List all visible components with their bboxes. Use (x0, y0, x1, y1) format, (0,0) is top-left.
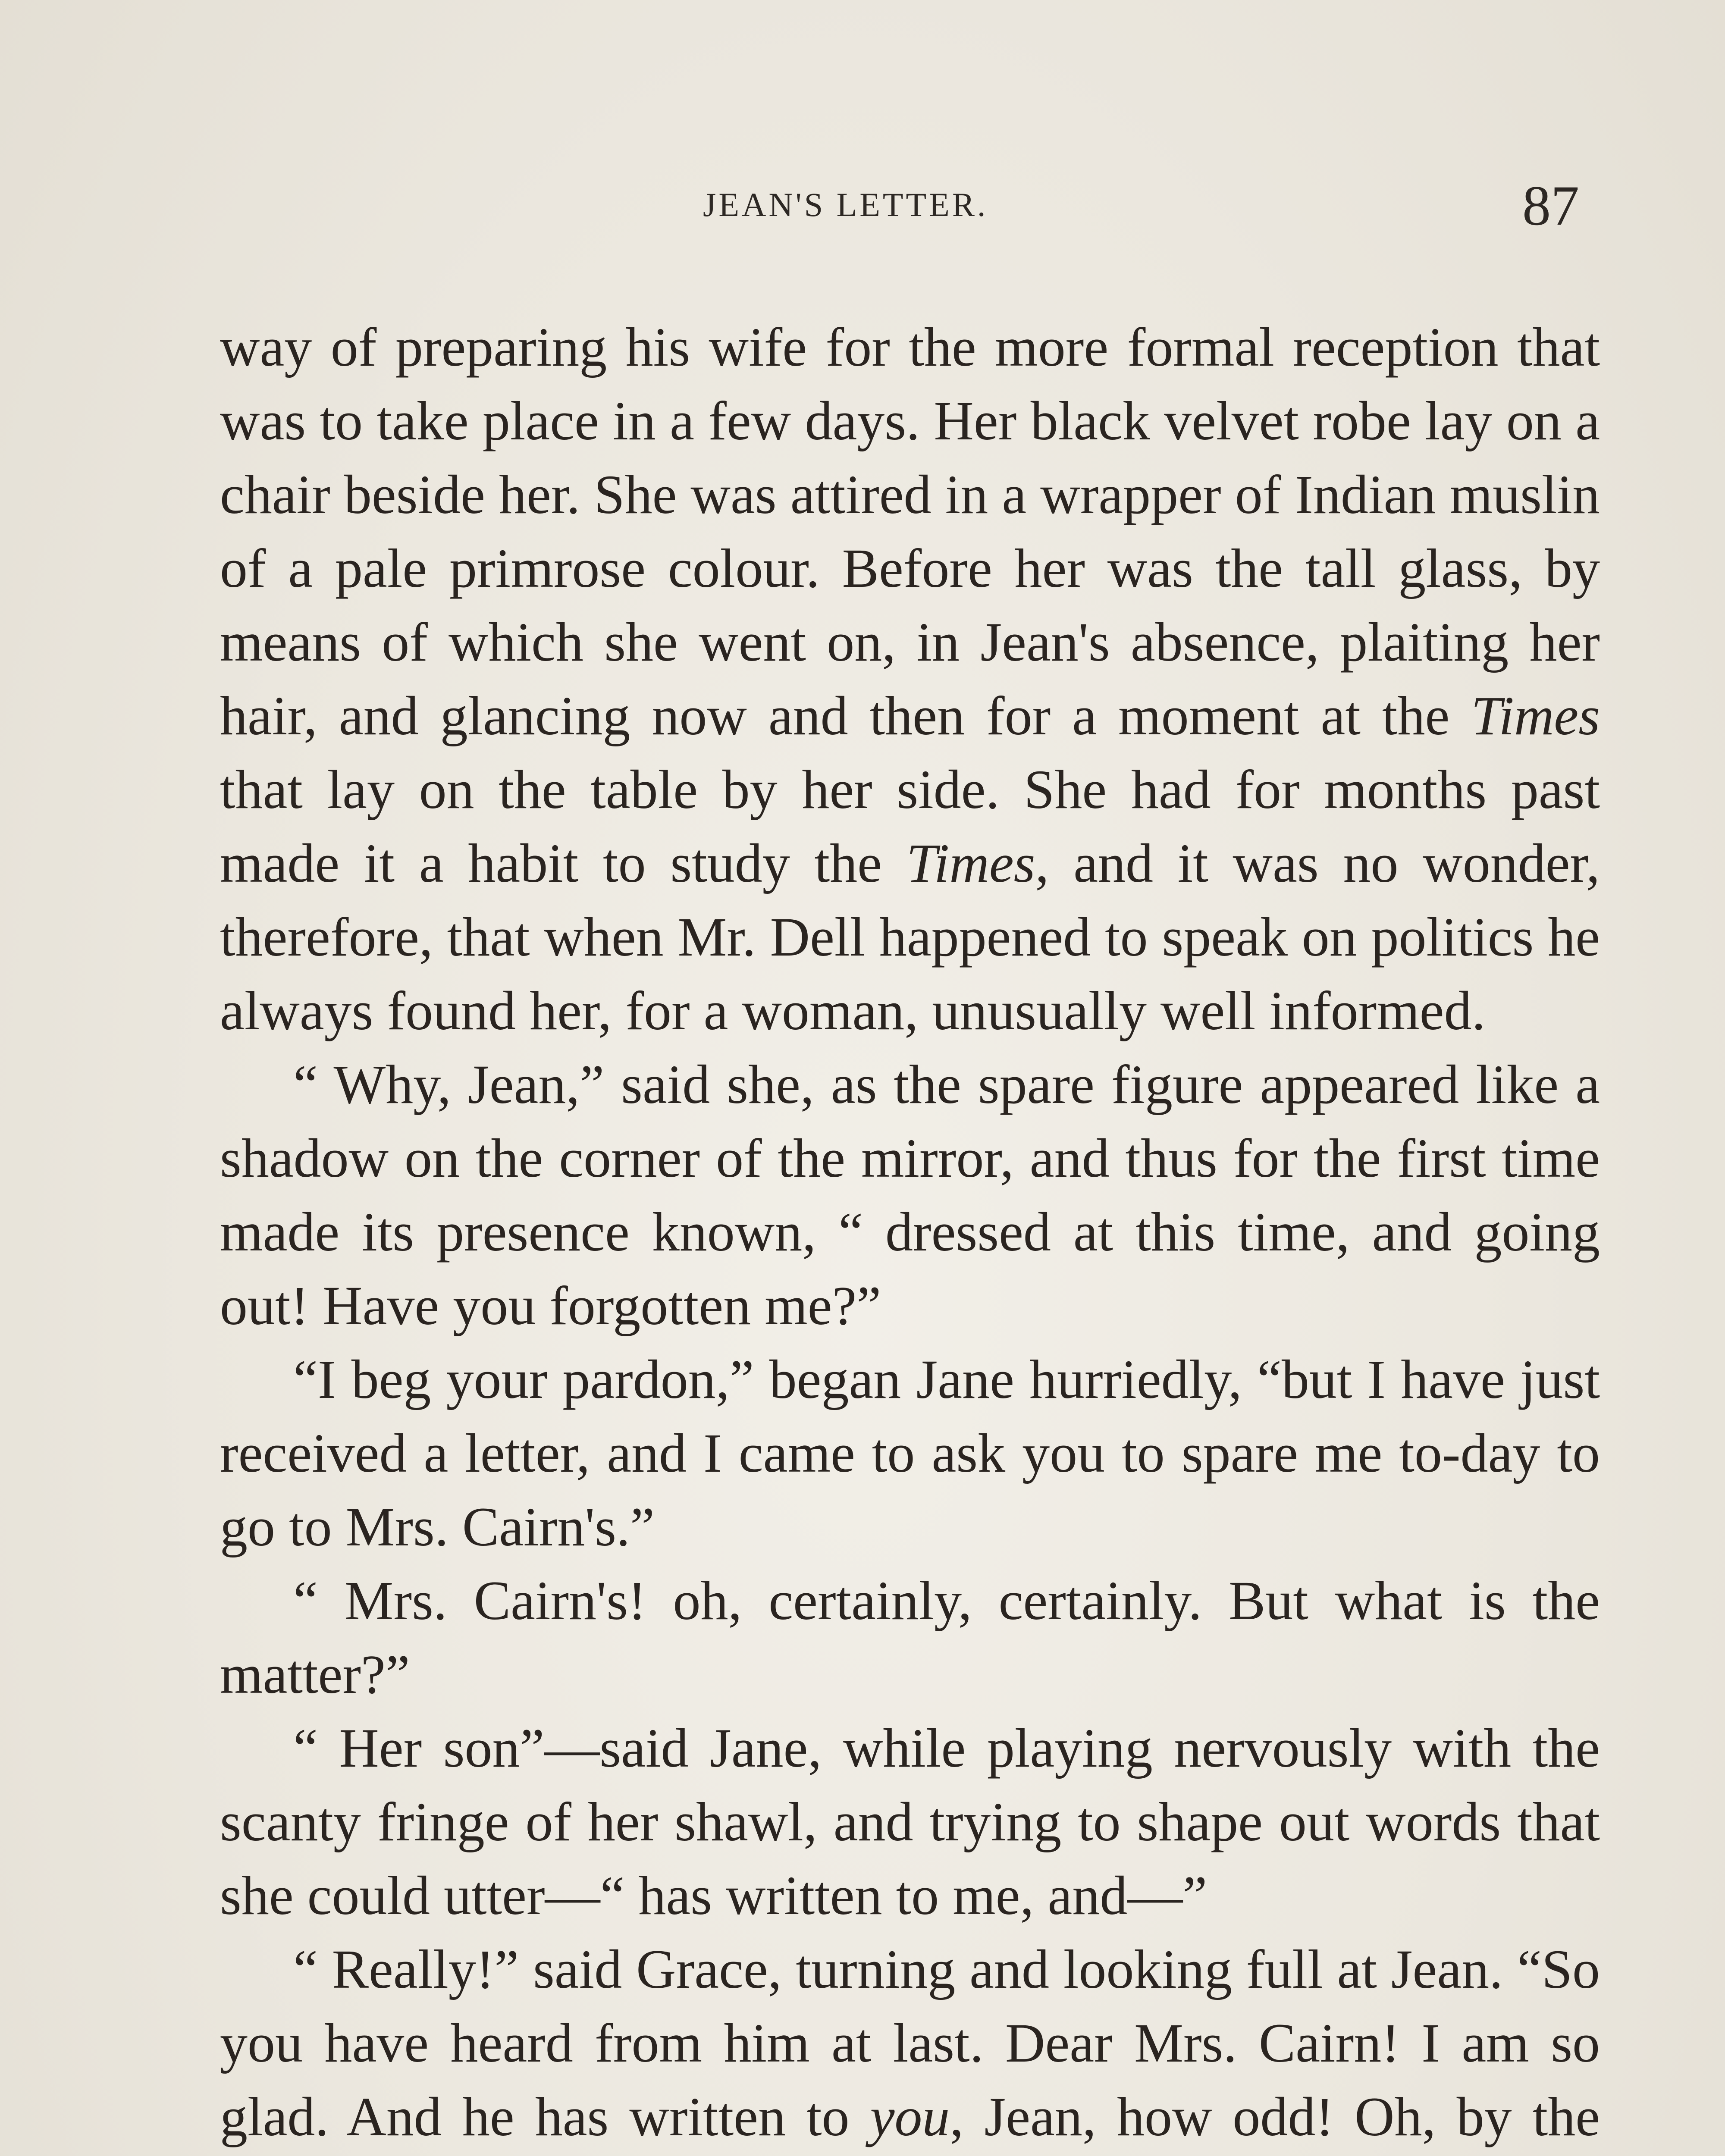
paragraph-4 (220, 1564, 1600, 1711)
paragraph-1-text-a: way of preparing his wife for the more formal reception that was to take place in a few days. Her black velvet robe lay on a chair beside her. She was attired in a wrapper of Indian muslin of a pale primrose colour. Before her was the tall glass, by means of which she went on, in Jean's absence, plaiting her hair, and glancing now and then for a moment at the (220, 317, 1600, 746)
body-text (220, 310, 1600, 2156)
paragraph-6-text-a: “ Really!” said Grace, turning and looking full at Jean. “So you have heard from him at last. Dear Mrs. Cairn! I am so glad. And he has written to (220, 1939, 1600, 2147)
paragraph-4-text: “ Mrs. Cairn's! oh, certainly, certainly. But what is the matter?” (220, 1570, 1600, 1705)
page-number: 87 (1522, 174, 1579, 237)
paragraph-1 (220, 310, 1600, 1048)
running-title: JEAN'S LETTER. (703, 186, 988, 223)
paragraph-6 (220, 1933, 1600, 2156)
paragraph-1-italic-times-1: Times (1471, 685, 1600, 746)
paragraph-1-text-c: , and it was no wonder, therefore, that when Mr. Dell happened to speak on politics he always found her, for a woman, unusually well informed. (220, 833, 1600, 1041)
paragraph-1-text-b: that lay on the table by her side. She had for months past made it a habit to study the (220, 759, 1600, 894)
paragraph-5 (220, 1711, 1600, 1933)
page-header (0, 172, 1725, 241)
paragraph-6-text-b: , Jean, how odd! Oh, by the (950, 2086, 1600, 2147)
paragraph-2 (220, 1048, 1600, 1343)
paragraph-5-text: “ Her son”—said Jane, while playing nervously with the scanty fringe of her shawl, and trying to shape out words that she could utter—“ has written to me, and—” (220, 1717, 1600, 1926)
paragraph-3 (220, 1343, 1600, 1564)
paragraph-2-text: “ Why, Jean,” said she, as the spare figure appeared like a shadow on the corner of the mirror, and thus for the first time made its presence known, “ dressed at this time, and going out! Have you forgotten me?” (220, 1054, 1600, 1336)
paragraph-3-text: “I beg your pardon,” began Jane hurriedly, “but I have just received a letter, and I came to ask you to spare me to-day to go to Mrs. Cairn's.” (220, 1349, 1600, 1557)
paragraph-6-italic-you: you (870, 2086, 950, 2147)
paragraph-1-italic-times-2: Times (906, 833, 1035, 894)
